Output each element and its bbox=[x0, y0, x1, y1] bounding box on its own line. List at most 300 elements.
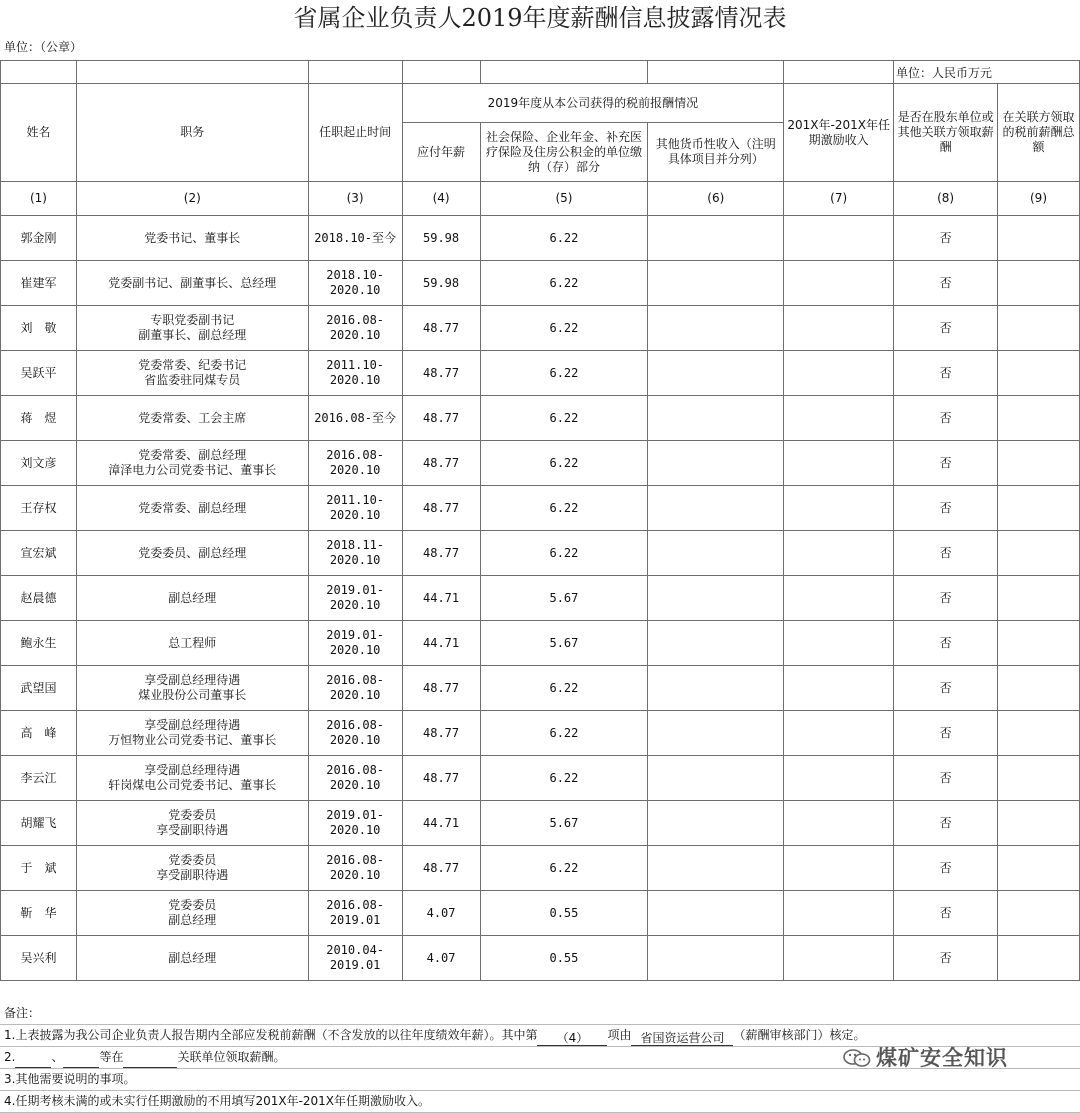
cell-salary bbox=[402, 621, 480, 666]
term-line-1: 2016.08- bbox=[326, 763, 385, 777]
salary-value: 48.77 bbox=[423, 770, 460, 785]
cell-position bbox=[76, 891, 308, 936]
term-line-1: 2016.08- bbox=[326, 718, 385, 732]
social-value: 5.67 bbox=[549, 590, 579, 605]
cell-salary bbox=[402, 306, 480, 351]
cell-term bbox=[308, 936, 402, 981]
cell-other bbox=[648, 756, 784, 801]
header-2019-group: 2019年度从本公司获得的税前报酬情况 bbox=[402, 84, 784, 123]
table-row bbox=[1, 666, 1080, 711]
social-value: 0.55 bbox=[549, 950, 579, 965]
cell-social bbox=[480, 711, 648, 756]
cell-social bbox=[480, 891, 648, 936]
note-4: 4.任期考核未满的或未实行任期激励的不用填写201X年-201X年任期激励收入。 bbox=[0, 1091, 1080, 1113]
shareholder-flag: 否 bbox=[939, 545, 952, 560]
salary-value: 44.71 bbox=[423, 590, 460, 605]
cell-incentive bbox=[784, 891, 894, 936]
index-cell: (9) bbox=[998, 182, 1080, 216]
name-text: 刘 敬 bbox=[20, 320, 57, 335]
social-value: 6.22 bbox=[549, 275, 579, 290]
header-salary: 应付年薪 bbox=[402, 123, 480, 182]
header-position: 职务 bbox=[76, 84, 308, 182]
note-2-text-c: 等在 bbox=[99, 1050, 124, 1064]
header-related: 在关联方领取的税前薪酬总额 bbox=[998, 84, 1080, 182]
header-term: 任职起止时间 bbox=[308, 84, 402, 182]
position-line-1: 享受副总经理待遇 bbox=[144, 718, 241, 732]
cell-incentive bbox=[784, 216, 894, 261]
cell-term bbox=[308, 531, 402, 576]
cell-term bbox=[308, 261, 402, 306]
position-line-2: 副总经理 bbox=[168, 913, 217, 927]
cell-other bbox=[648, 936, 784, 981]
cell-salary bbox=[402, 891, 480, 936]
salary-value: 48.77 bbox=[423, 410, 460, 425]
name-text: 胡耀飞 bbox=[20, 815, 57, 830]
note-2-blank-3 bbox=[123, 1053, 177, 1068]
position-line-2: 省监委驻同煤专员 bbox=[144, 373, 241, 387]
salary-value: 48.77 bbox=[423, 320, 460, 335]
salary-value: 48.77 bbox=[423, 365, 460, 380]
social-value: 6.22 bbox=[549, 500, 579, 515]
note-1-item: （4） bbox=[537, 1031, 607, 1046]
term-line-1: 2016.08- bbox=[326, 853, 385, 867]
social-value: 6.22 bbox=[549, 680, 579, 695]
position-line-2: 煤业股份公司董事长 bbox=[138, 688, 247, 702]
index-cell: (3) bbox=[308, 182, 402, 216]
social-value: 6.22 bbox=[549, 320, 579, 335]
cell-name bbox=[1, 801, 77, 846]
name-text: 赵晨德 bbox=[20, 590, 57, 605]
position-line-2: 轩岗煤电公司党委书记、董事长 bbox=[108, 778, 277, 792]
cell-name bbox=[1, 936, 77, 981]
header-incentive: 201X年-201X年任期激励收入 bbox=[784, 84, 894, 182]
position-line-1: 享受副总经理待遇 bbox=[144, 763, 241, 777]
cell-salary bbox=[402, 756, 480, 801]
header-row-1 bbox=[1, 84, 1080, 123]
cell-term bbox=[308, 351, 402, 396]
cell-social bbox=[480, 801, 648, 846]
cell-shareholder bbox=[894, 711, 998, 756]
cell-incentive bbox=[784, 396, 894, 441]
salary-value: 59.98 bbox=[423, 230, 460, 245]
shareholder-flag: 否 bbox=[939, 635, 952, 650]
cell-other bbox=[648, 216, 784, 261]
cell-related bbox=[998, 756, 1080, 801]
cell-incentive bbox=[784, 711, 894, 756]
position-line-1: 党委常委、工会主席 bbox=[138, 410, 247, 425]
name-text: 吴跃平 bbox=[20, 365, 57, 380]
shareholder-flag: 否 bbox=[939, 950, 952, 965]
cell-related bbox=[998, 306, 1080, 351]
shareholder-flag: 否 bbox=[939, 860, 952, 875]
cell-salary bbox=[402, 711, 480, 756]
name-text: 鲍永生 bbox=[20, 635, 57, 650]
cell-name bbox=[1, 576, 77, 621]
cell-shareholder bbox=[894, 756, 998, 801]
shareholder-flag: 否 bbox=[939, 725, 952, 740]
salary-value: 48.77 bbox=[423, 455, 460, 470]
cell-name bbox=[1, 621, 77, 666]
cell-shareholder bbox=[894, 396, 998, 441]
table-row bbox=[1, 711, 1080, 756]
position-line-1: 享受副总经理待遇 bbox=[144, 673, 241, 687]
term-line-1: 2016.08- bbox=[326, 673, 385, 687]
cell-other bbox=[648, 666, 784, 711]
cell-social bbox=[480, 441, 648, 486]
shareholder-flag: 否 bbox=[939, 815, 952, 830]
note-1-text-a: 1.上表披露为我公司企业负责人报告期内全部应发税前薪酬（不含发放的以往年度绩效年薪）。其中第 bbox=[4, 1028, 538, 1042]
cell-name bbox=[1, 441, 77, 486]
position-line-1: 党委副书记、副董事长、总经理 bbox=[108, 275, 277, 290]
name-text: 武望国 bbox=[20, 680, 57, 695]
table-row bbox=[1, 936, 1080, 981]
cell-related bbox=[998, 441, 1080, 486]
table-row bbox=[1, 756, 1080, 801]
cell-name bbox=[1, 351, 77, 396]
social-value: 0.55 bbox=[549, 905, 579, 920]
term-line-2: 2020.10 bbox=[329, 868, 381, 882]
term-line-2: 2020.10 bbox=[329, 643, 381, 657]
cell-position bbox=[76, 351, 308, 396]
index-cell: (2) bbox=[76, 182, 308, 216]
cell-related bbox=[998, 801, 1080, 846]
name-text: 刘文彦 bbox=[20, 455, 57, 470]
term-line-2: 2019.01 bbox=[329, 958, 381, 972]
term-line-2: 2020.10 bbox=[329, 508, 381, 522]
cell-name bbox=[1, 891, 77, 936]
cell-other bbox=[648, 621, 784, 666]
cell-term bbox=[308, 486, 402, 531]
shareholder-flag: 否 bbox=[939, 365, 952, 380]
name-text: 蒋 煜 bbox=[20, 410, 57, 425]
cell-term bbox=[308, 801, 402, 846]
cell-term bbox=[308, 891, 402, 936]
index-cell: (7) bbox=[784, 182, 894, 216]
cell-incentive bbox=[784, 801, 894, 846]
cell-other bbox=[648, 891, 784, 936]
name-text: 吴兴利 bbox=[20, 950, 57, 965]
name-text: 于 斌 bbox=[20, 860, 57, 875]
cell-shareholder bbox=[894, 216, 998, 261]
cell-social bbox=[480, 486, 648, 531]
term-line-1: 2018.11- bbox=[326, 538, 385, 552]
note-2-text-b: 、 bbox=[51, 1050, 64, 1064]
cell-name bbox=[1, 711, 77, 756]
social-value: 5.67 bbox=[549, 635, 579, 650]
position-line-1: 党委委员 bbox=[168, 808, 217, 822]
cell-social bbox=[480, 351, 648, 396]
cell-shareholder bbox=[894, 261, 998, 306]
note-1-dept: 省国资运营公司 bbox=[631, 1031, 733, 1046]
salary-value: 4.07 bbox=[426, 905, 456, 920]
term-line-2: 2020.10 bbox=[329, 688, 381, 702]
cell-position bbox=[76, 396, 308, 441]
term-line-1: 2016.08- bbox=[326, 898, 385, 912]
table-row bbox=[1, 531, 1080, 576]
position-line-2: 副董事长、副总经理 bbox=[138, 328, 247, 342]
cell-related bbox=[998, 576, 1080, 621]
cell-salary bbox=[402, 801, 480, 846]
cell-incentive bbox=[784, 441, 894, 486]
cell-shareholder bbox=[894, 666, 998, 711]
cell-salary bbox=[402, 351, 480, 396]
term-line-2: 2020.10 bbox=[329, 598, 381, 612]
cell-incentive bbox=[784, 936, 894, 981]
cell-other bbox=[648, 486, 784, 531]
cell-position bbox=[76, 306, 308, 351]
position-line-1: 副总经理 bbox=[168, 590, 217, 605]
cell-term bbox=[308, 756, 402, 801]
cell-salary bbox=[402, 846, 480, 891]
shareholder-flag: 否 bbox=[939, 455, 952, 470]
term-line-1: 2016.08-至今 bbox=[314, 410, 397, 425]
term-line-2: 2020.10 bbox=[329, 733, 381, 747]
cell-name bbox=[1, 306, 77, 351]
position-line-1: 党委书记、董事长 bbox=[144, 230, 241, 245]
unit-seal-label: 单位：（公章） bbox=[4, 40, 83, 54]
cell-other bbox=[648, 351, 784, 396]
term-line-1: 2018.10- bbox=[326, 268, 385, 282]
cell-social bbox=[480, 936, 648, 981]
table-row bbox=[1, 486, 1080, 531]
cell-shareholder bbox=[894, 936, 998, 981]
salary-value: 48.77 bbox=[423, 725, 460, 740]
cell-term bbox=[308, 216, 402, 261]
cell-related bbox=[998, 711, 1080, 756]
table-row bbox=[1, 891, 1080, 936]
table-row bbox=[1, 306, 1080, 351]
cell-shareholder bbox=[894, 846, 998, 891]
shareholder-flag: 否 bbox=[939, 230, 952, 245]
index-cell: (6) bbox=[648, 182, 784, 216]
position-line-1: 党委委员 bbox=[168, 898, 217, 912]
cell-related bbox=[998, 846, 1080, 891]
cell-social bbox=[480, 261, 648, 306]
cell-position bbox=[76, 801, 308, 846]
cell-position bbox=[76, 441, 308, 486]
term-line-1: 2019.01- bbox=[326, 628, 385, 642]
cell-position bbox=[76, 846, 308, 891]
cell-position bbox=[76, 486, 308, 531]
table-body bbox=[1, 216, 1080, 981]
header-social: 社会保险、企业年金、补充医疗保险及住房公积金的单位缴纳（存）部分 bbox=[480, 123, 648, 182]
social-value: 6.22 bbox=[549, 455, 579, 470]
table-row bbox=[1, 576, 1080, 621]
note-2-blank-1 bbox=[15, 1053, 51, 1068]
wechat-icon bbox=[842, 1047, 872, 1069]
cell-salary bbox=[402, 396, 480, 441]
table-row bbox=[1, 396, 1080, 441]
cell-other bbox=[648, 261, 784, 306]
salary-value: 48.77 bbox=[423, 860, 460, 875]
cell-term bbox=[308, 441, 402, 486]
position-line-2: 万恒物业公司党委书记、董事长 bbox=[108, 733, 277, 747]
table-row bbox=[1, 441, 1080, 486]
cell-shareholder bbox=[894, 306, 998, 351]
index-cell: (5) bbox=[480, 182, 648, 216]
term-line-2: 2020.10 bbox=[329, 373, 381, 387]
social-value: 5.67 bbox=[549, 815, 579, 830]
cell-social bbox=[480, 216, 648, 261]
cell-shareholder bbox=[894, 486, 998, 531]
term-line-1: 2016.08- bbox=[326, 313, 385, 327]
cell-other bbox=[648, 441, 784, 486]
social-value: 6.22 bbox=[549, 545, 579, 560]
note-3: 3.其他需要说明的事项。 bbox=[0, 1069, 1080, 1091]
cell-salary bbox=[402, 531, 480, 576]
cell-incentive bbox=[784, 486, 894, 531]
cell-salary bbox=[402, 936, 480, 981]
cell-social bbox=[480, 846, 648, 891]
term-line-2: 2020.10 bbox=[329, 283, 381, 297]
cell-shareholder bbox=[894, 531, 998, 576]
index-cell: (8) bbox=[894, 182, 998, 216]
social-value: 6.22 bbox=[549, 230, 579, 245]
cell-incentive bbox=[784, 306, 894, 351]
position-line-1: 党委常委、纪委书记 bbox=[138, 358, 247, 372]
table-row bbox=[1, 261, 1080, 306]
term-line-1: 2018.10-至今 bbox=[314, 230, 397, 245]
cell-salary bbox=[402, 441, 480, 486]
position-line-1: 党委委员 bbox=[168, 853, 217, 867]
position-line-2: 享受副职待遇 bbox=[156, 868, 229, 882]
currency-unit-label: 单位：人民币万元 bbox=[896, 66, 993, 80]
cell-other bbox=[648, 711, 784, 756]
shareholder-flag: 否 bbox=[939, 275, 952, 290]
name-text: 宣宏斌 bbox=[20, 545, 57, 560]
cell-incentive bbox=[784, 846, 894, 891]
position-line-2: 漳泽电力公司党委书记、董事长 bbox=[108, 463, 277, 477]
term-line-2: 2020.10 bbox=[329, 328, 381, 342]
position-line-1: 总工程师 bbox=[168, 635, 217, 650]
cell-incentive bbox=[784, 756, 894, 801]
salary-table bbox=[0, 60, 1080, 981]
cell-term bbox=[308, 396, 402, 441]
table-row bbox=[1, 351, 1080, 396]
cell-position bbox=[76, 711, 308, 756]
cell-other bbox=[648, 846, 784, 891]
shareholder-flag: 否 bbox=[939, 320, 952, 335]
header-other: 其他货币性收入（注明具体项目并分列） bbox=[648, 123, 784, 182]
cell-term bbox=[308, 846, 402, 891]
cell-shareholder bbox=[894, 441, 998, 486]
cell-term bbox=[308, 621, 402, 666]
shareholder-flag: 否 bbox=[939, 500, 952, 515]
cell-social bbox=[480, 756, 648, 801]
watermark-text: 煤矿安全知识 bbox=[876, 1046, 1008, 1070]
index-row bbox=[1, 182, 1080, 216]
cell-name bbox=[1, 486, 77, 531]
cell-incentive bbox=[784, 621, 894, 666]
cell-salary bbox=[402, 486, 480, 531]
cell-related bbox=[998, 261, 1080, 306]
index-cell: (1) bbox=[1, 182, 77, 216]
shareholder-flag: 否 bbox=[939, 410, 952, 425]
social-value: 6.22 bbox=[549, 365, 579, 380]
note-1-text-e: （薪酬审核部门）核定。 bbox=[733, 1028, 866, 1042]
salary-value: 44.71 bbox=[423, 815, 460, 830]
cell-related bbox=[998, 666, 1080, 711]
position-line-2: 享受副职待遇 bbox=[156, 823, 229, 837]
cell-social bbox=[480, 576, 648, 621]
cell-name bbox=[1, 396, 77, 441]
cell-salary bbox=[402, 216, 480, 261]
term-line-2: 2020.10 bbox=[329, 553, 381, 567]
cell-incentive bbox=[784, 351, 894, 396]
cell-related bbox=[998, 531, 1080, 576]
term-line-1: 2010.04- bbox=[326, 943, 385, 957]
cell-related bbox=[998, 936, 1080, 981]
cell-other bbox=[648, 576, 784, 621]
salary-value: 44.71 bbox=[423, 635, 460, 650]
position-line-1: 党委常委、副总经理 bbox=[138, 500, 247, 515]
cell-social bbox=[480, 396, 648, 441]
cell-related bbox=[998, 396, 1080, 441]
cell-social bbox=[480, 306, 648, 351]
cell-salary bbox=[402, 261, 480, 306]
cell-term bbox=[308, 306, 402, 351]
cell-name bbox=[1, 666, 77, 711]
cell-other bbox=[648, 531, 784, 576]
cell-other bbox=[648, 801, 784, 846]
table-row bbox=[1, 216, 1080, 261]
cell-shareholder bbox=[894, 351, 998, 396]
social-value: 6.22 bbox=[549, 770, 579, 785]
index-cell: (4) bbox=[402, 182, 480, 216]
cell-name bbox=[1, 846, 77, 891]
social-value: 6.22 bbox=[549, 725, 579, 740]
cell-incentive bbox=[784, 666, 894, 711]
cell-related bbox=[998, 351, 1080, 396]
term-line-1: 2016.08- bbox=[326, 448, 385, 462]
cell-term bbox=[308, 666, 402, 711]
cell-social bbox=[480, 621, 648, 666]
cell-term bbox=[308, 711, 402, 756]
cell-other bbox=[648, 306, 784, 351]
shareholder-flag: 否 bbox=[939, 590, 952, 605]
name-text: 郭金刚 bbox=[20, 230, 57, 245]
cell-shareholder bbox=[894, 576, 998, 621]
cell-position bbox=[76, 576, 308, 621]
cell-related bbox=[998, 486, 1080, 531]
cell-term bbox=[308, 576, 402, 621]
cell-position bbox=[76, 261, 308, 306]
position-line-1: 副总经理 bbox=[168, 950, 217, 965]
position-line-1: 专职党委副书记 bbox=[150, 313, 235, 327]
cell-social bbox=[480, 666, 648, 711]
cell-position bbox=[76, 216, 308, 261]
note-2-blank-2 bbox=[63, 1053, 99, 1068]
cell-related bbox=[998, 891, 1080, 936]
name-text: 崔建军 bbox=[20, 275, 57, 290]
term-line-1: 2011.10- bbox=[326, 493, 385, 507]
term-line-2: 2019.01 bbox=[329, 913, 381, 927]
cell-position bbox=[76, 531, 308, 576]
term-line-1: 2019.01- bbox=[326, 583, 385, 597]
salary-value: 48.77 bbox=[423, 545, 460, 560]
cell-incentive bbox=[784, 576, 894, 621]
shareholder-flag: 否 bbox=[939, 770, 952, 785]
cell-social bbox=[480, 531, 648, 576]
cell-shareholder bbox=[894, 801, 998, 846]
cell-name bbox=[1, 531, 77, 576]
cell-salary bbox=[402, 666, 480, 711]
table-row bbox=[1, 621, 1080, 666]
salary-value: 48.77 bbox=[423, 680, 460, 695]
shareholder-flag: 否 bbox=[939, 905, 952, 920]
table-row bbox=[1, 846, 1080, 891]
term-line-2: 2020.10 bbox=[329, 778, 381, 792]
